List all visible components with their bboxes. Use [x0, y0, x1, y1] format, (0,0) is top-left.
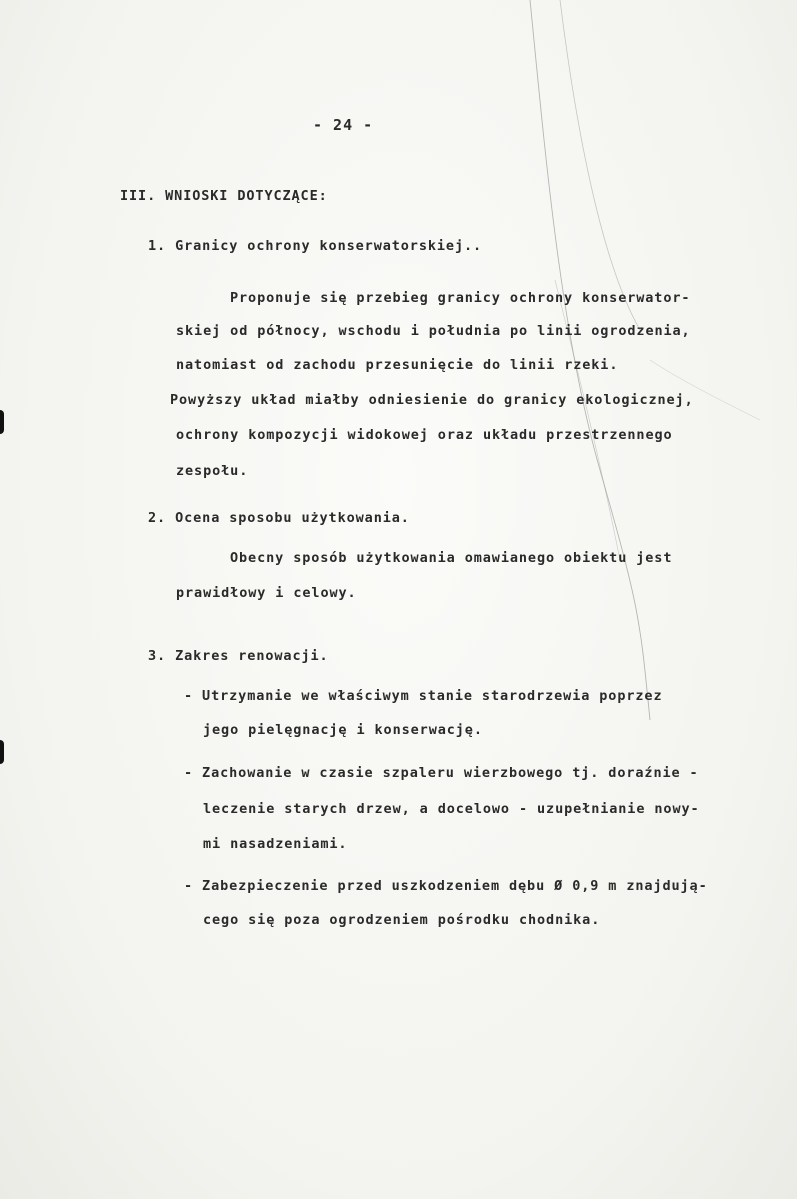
- paragraph-line: skiej od północy, wschodu i południa po linii ogrodzenia,: [176, 323, 691, 339]
- list-item-line: cego się poza ogrodzeniem pośrodku chodnika.: [203, 912, 601, 928]
- subsection-heading-3: 3. Zakres renowacji.: [148, 648, 329, 664]
- list-item-line: leczenie starych drzew, a docelowo - uzupełnianie nowy-: [203, 801, 700, 817]
- paragraph-line: prawidłowy i celowy.: [176, 585, 357, 601]
- section-heading: III. WNIOSKI DOTYCZĄCE:: [120, 188, 328, 204]
- subsection-heading-1: 1. Granicy ochrony konserwatorskiej..: [148, 238, 483, 254]
- subsection-heading-2: 2. Ocena sposobu użytkowania.: [148, 510, 410, 526]
- list-item-line: - Zabezpieczenie przed uszkodzeniem dębu Ø 0,9 m znajdują-: [184, 878, 708, 894]
- paragraph-line: ochrony kompozycji widokowej oraz układu przestrzennego: [176, 427, 673, 443]
- list-item-line: - Zachowanie w czasie szpaleru wierzbowego tj. doraźnie -: [184, 765, 699, 781]
- paragraph-line: Proponuje się przebieg granicy ochrony konserwator-: [230, 290, 691, 306]
- list-item-line: mi nasadzeniami.: [203, 836, 348, 852]
- paragraph-line: zespołu.: [176, 463, 249, 479]
- list-item-line: - Utrzymanie we właściwym stanie starodrzewia poprzez: [184, 688, 663, 704]
- page-number: - 24 -: [313, 116, 374, 134]
- paragraph-line: Powyższy układ miałby odniesienie do granicy ekologicznej,: [170, 392, 694, 408]
- list-item-line: jego pielęgnację i konserwację.: [203, 722, 483, 738]
- punch-hole-top: [0, 410, 4, 434]
- paragraph-line: Obecny sposób użytkowania omawianego obiektu jest: [230, 550, 673, 566]
- paragraph-line: natomiast od zachodu przesunięcie do linii rzeki.: [176, 357, 619, 373]
- punch-hole-bottom: [0, 740, 4, 764]
